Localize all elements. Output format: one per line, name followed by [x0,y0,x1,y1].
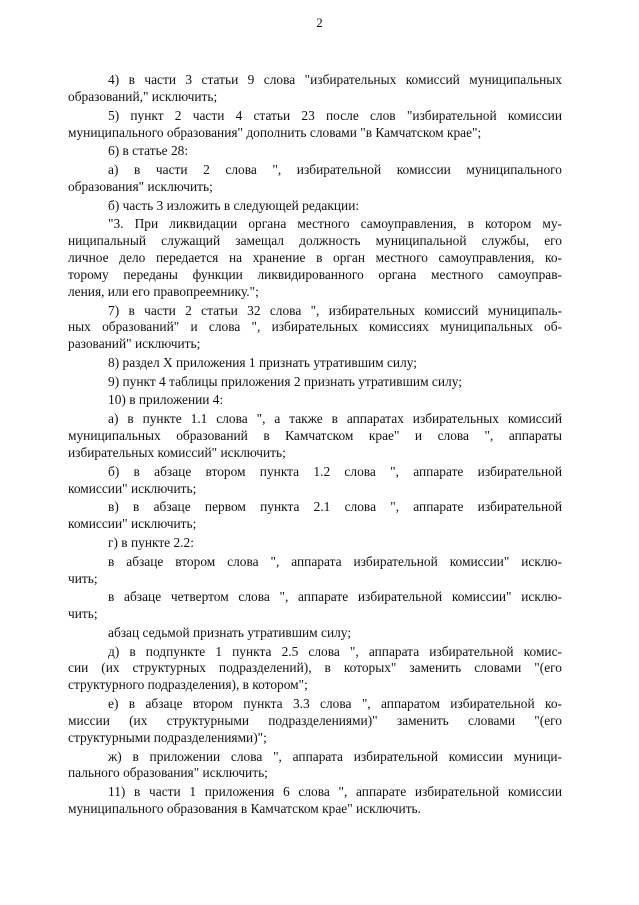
text-line: образований," исключить; [68,88,218,104]
text-line: 9) пункт 4 таблицы приложения 2 признать утратившим силу; [108,373,462,389]
text-line: в) в абзаце первом пункта 2.1 слова ", аппарате избирательной [108,499,562,515]
text-line: комиссии" исключить; [68,480,197,496]
text-line: образования" исключить; [68,178,213,194]
paragraph [68,411,562,462]
text-line: д) в подпункте 1 пункта 2.5 слова ", аппарата избирательной комис- [108,643,562,659]
text-line: 4) в части 3 статьи 9 слова "избирательных комиссий муниципальных [108,72,562,87]
paragraph [68,749,562,783]
text-line: 6) в статье 28: [108,143,189,159]
text-line: личное дело передается на хранение в орган местного самоуправления, ко- [68,250,562,266]
paragraph [68,499,562,533]
text-line: б) в абзаце втором пункта 1.2 слова ", аппарате избирательной [108,463,562,479]
text-line: ления, или его правопреемнику."; [68,283,259,299]
paragraph [68,143,562,160]
paragraph [68,216,562,301]
paragraph [68,198,562,215]
text-line: миссии (их структурными подразделениями)" заменить словами "(его [68,712,562,728]
document-body [68,72,562,820]
text-line: 11) в части 1 приложения 6 слова ", аппарате избирательной комиссии [108,784,562,800]
paragraph [68,374,562,391]
text-line: структурными подразделениями)"; [68,729,267,745]
text-line: ниципальный служащий замещал должность муниципальной службы, его [68,233,562,249]
paragraph [68,72,562,106]
text-line: муниципального образования в Камчатском крае" исключить. [68,801,422,817]
text-line: а) в части 2 слова ", избирательной комиссии муниципального [108,161,562,177]
paragraph [68,554,562,588]
text-line: г) в пункте 2.2: [108,534,194,550]
paragraph [68,392,562,409]
text-line: 7) в части 2 статьи 32 слова ", избирательных комиссий муниципаль- [108,302,562,318]
paragraph [68,589,562,623]
paragraph [68,625,562,642]
paragraph [68,464,562,498]
text-line: в абзаце четвертом слова ", аппарате избирательной комиссии" исклю- [108,589,562,605]
text-line: комиссии" исключить; [68,516,197,532]
text-line: а) в пункте 1.1 слова ", а также в аппаратах избирательных комиссий [108,411,562,427]
text-line: 8) раздел X приложения 1 признать утратившим силу; [108,355,418,371]
text-line: муниципальных образований в Камчатском крае" и слова ", аппараты [68,428,562,444]
text-line: е) в абзаце втором пункта 3.3 слова ", аппаратом избирательной ко- [108,696,562,712]
paragraph [68,535,562,552]
text-line: б) часть 3 изложить в следующей редакции: [108,197,360,213]
text-line: муниципального образования" дополнить словами "в Камчатском крае"; [68,124,482,140]
text-line: в абзаце втором слова ", аппарата избирательной комиссии" исклю- [108,553,562,569]
text-line: торому переданы функции ликвидированного органа местного самоуправ- [68,266,562,282]
text-line: чить; [68,570,98,586]
text-line: ж) в приложении слова ", аппарата избирательной комиссии муници- [108,748,562,764]
text-line: ных образований" и слова ", избирательных комиссиях муниципальных об- [68,319,562,335]
paragraph [68,696,562,747]
text-line: "3. При ликвидации органа местного самоуправления, в котором му- [108,216,562,232]
paragraph [68,108,562,142]
text-line: 5) пункт 2 части 4 статьи 23 после слов "избирательной комиссии [108,107,562,123]
paragraph [68,784,562,818]
text-line: разований" исключить; [68,336,201,352]
paragraph [68,644,562,695]
paragraph [68,355,562,372]
text-line: сии (их структурных подразделений), в которых" заменить словами "(его [68,660,562,676]
text-line: пального образования" исключить; [68,765,268,781]
page-number: 2 [316,15,323,30]
paragraph [68,162,562,196]
text-line: чить; [68,606,98,622]
text-line: структурного подразделения), в котором"; [68,677,308,693]
text-line: избирательных комиссий" исключить; [68,445,286,460]
text-line: абзац седьмой признать утратившим силу; [108,624,352,640]
paragraph [68,303,562,354]
text-line: 10) в приложении 4: [108,392,224,408]
